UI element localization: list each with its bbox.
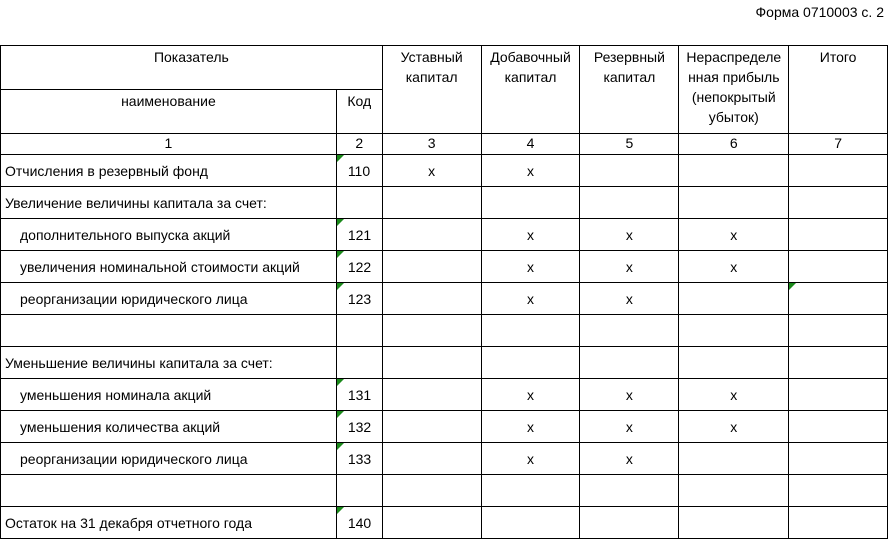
table-row — [1, 475, 888, 507]
row-charter-capital[interactable] — [382, 283, 481, 315]
row-reserve-capital[interactable]: x — [580, 219, 679, 251]
row-code[interactable]: 122 — [336, 251, 382, 283]
row-name: реорганизации юридического лица — [1, 283, 337, 315]
row-reserve-capital[interactable]: x — [580, 443, 679, 475]
row-additional-capital[interactable]: x — [481, 283, 580, 315]
row-retained-earnings[interactable]: x — [679, 411, 789, 443]
row-total[interactable] — [789, 315, 888, 347]
row-code[interactable]: 132 — [336, 411, 382, 443]
row-additional-capital[interactable]: x — [481, 251, 580, 283]
header-additional-capital-line2: капитал — [504, 69, 557, 85]
table-row — [1, 507, 888, 539]
row-code[interactable]: 131 — [336, 379, 382, 411]
row-code[interactable]: 121 — [336, 219, 382, 251]
row-charter-capital[interactable] — [382, 411, 481, 443]
row-retained-earnings[interactable]: x — [679, 251, 789, 283]
row-total[interactable] — [789, 251, 888, 283]
row-additional-capital[interactable] — [481, 475, 580, 507]
header-retained-earnings-line2: нная прибыль — [688, 69, 780, 85]
header-reserve-capital-line2: капитал — [603, 69, 656, 85]
row-retained-earnings[interactable] — [679, 187, 789, 219]
table-row — [1, 251, 888, 283]
header-additional-capital — [481, 46, 580, 134]
row-reserve-capital[interactable] — [580, 315, 679, 347]
table-row — [1, 347, 888, 379]
header-name: наименование — [1, 90, 337, 134]
row-total[interactable] — [789, 155, 888, 187]
row-name — [1, 475, 337, 507]
row-reserve-capital[interactable]: x — [580, 283, 679, 315]
capital-changes-table — [0, 45, 888, 539]
table-row — [1, 411, 888, 443]
form-code: Форма 0710003 с. 2 — [755, 4, 884, 20]
header-reserve-capital-line1: Резервный — [593, 49, 665, 65]
table-row — [1, 219, 888, 251]
row-name: Остаток на 31 декабря отчетного года — [1, 507, 337, 539]
row-name: Уменьшение величины капитала за счет: — [1, 347, 337, 379]
row-name: уменьшения номинала акций — [1, 379, 337, 411]
header-charter-capital — [382, 46, 481, 134]
header-charter-capital-line2: капитал — [405, 69, 458, 85]
header-indicator: Показатель — [1, 46, 383, 90]
row-retained-earnings[interactable] — [679, 155, 789, 187]
row-total[interactable] — [789, 443, 888, 475]
column-number-5: 5 — [580, 134, 679, 155]
row-reserve-capital[interactable] — [580, 507, 679, 539]
header-charter-capital-line1: Уставный — [400, 49, 463, 65]
row-code[interactable]: 140 — [336, 507, 382, 539]
header-reserve-capital — [580, 46, 679, 134]
row-total[interactable] — [789, 187, 888, 219]
row-name: дополнительного выпуска акций — [1, 219, 337, 251]
row-additional-capital[interactable]: x — [481, 155, 580, 187]
row-name — [1, 315, 337, 347]
header-additional-capital-line1: Добавочный — [490, 49, 571, 65]
table-row — [1, 443, 888, 475]
column-number-3: 3 — [382, 134, 481, 155]
row-name: Отчисления в резервный фонд — [1, 155, 337, 187]
row-reserve-capital[interactable]: x — [580, 379, 679, 411]
row-additional-capital[interactable] — [481, 315, 580, 347]
row-additional-capital[interactable]: x — [481, 379, 580, 411]
row-code[interactable] — [336, 347, 382, 379]
column-number-2: 2 — [336, 134, 382, 155]
row-charter-capital[interactable] — [382, 475, 481, 507]
row-charter-capital[interactable] — [382, 219, 481, 251]
row-charter-capital[interactable] — [382, 443, 481, 475]
row-additional-capital[interactable] — [481, 187, 580, 219]
row-reserve-capital[interactable] — [580, 347, 679, 379]
row-reserve-capital[interactable]: x — [580, 411, 679, 443]
row-retained-earnings[interactable] — [679, 283, 789, 315]
column-number-7: 7 — [789, 134, 888, 155]
row-code[interactable]: 123 — [336, 283, 382, 315]
row-charter-capital[interactable]: x — [382, 155, 481, 187]
row-total[interactable] — [789, 347, 888, 379]
row-additional-capital[interactable] — [481, 347, 580, 379]
row-reserve-capital[interactable] — [580, 475, 679, 507]
table-row — [1, 283, 888, 315]
row-reserve-capital[interactable] — [580, 187, 679, 219]
row-retained-earnings[interactable] — [679, 315, 789, 347]
row-reserve-capital[interactable]: x — [580, 251, 679, 283]
row-name: Увеличение величины капитала за счет: — [1, 187, 337, 219]
row-retained-earnings[interactable] — [679, 507, 789, 539]
column-number-1: 1 — [1, 134, 337, 155]
row-name: реорганизации юридического лица — [1, 443, 337, 475]
header-retained-earnings-line3: (непокрытый — [691, 89, 776, 105]
row-total[interactable] — [789, 219, 888, 251]
row-code[interactable]: 110 — [336, 155, 382, 187]
row-code[interactable]: 133 — [336, 443, 382, 475]
row-additional-capital[interactable]: x — [481, 443, 580, 475]
row-total[interactable] — [789, 411, 888, 443]
header-retained-earnings-line4: убыток) — [708, 109, 759, 125]
row-reserve-capital[interactable] — [580, 155, 679, 187]
row-charter-capital[interactable] — [382, 251, 481, 283]
row-retained-earnings[interactable]: x — [679, 379, 789, 411]
row-additional-capital[interactable]: x — [481, 411, 580, 443]
row-name: уменьшения количества акций — [1, 411, 337, 443]
row-charter-capital[interactable] — [382, 379, 481, 411]
table-row — [1, 155, 888, 187]
table-row — [1, 315, 888, 347]
header-retained-earnings — [679, 46, 789, 134]
row-charter-capital[interactable] — [382, 507, 481, 539]
row-total[interactable] — [789, 507, 888, 539]
row-total[interactable] — [789, 475, 888, 507]
row-charter-capital[interactable] — [382, 347, 481, 379]
header-code: Код — [336, 90, 382, 134]
row-charter-capital[interactable] — [382, 187, 481, 219]
column-number-6: 6 — [679, 134, 789, 155]
row-charter-capital[interactable] — [382, 315, 481, 347]
row-total[interactable] — [789, 283, 888, 315]
row-code[interactable] — [336, 315, 382, 347]
row-total[interactable] — [789, 379, 888, 411]
row-retained-earnings[interactable]: x — [679, 219, 789, 251]
row-additional-capital[interactable] — [481, 507, 580, 539]
row-retained-earnings[interactable] — [679, 443, 789, 475]
row-retained-earnings[interactable] — [679, 475, 789, 507]
row-retained-earnings[interactable] — [679, 347, 789, 379]
table-row — [1, 187, 888, 219]
header-total: Итого — [789, 46, 888, 134]
row-name: увеличения номинальной стоимости акций — [1, 251, 337, 283]
table-row — [1, 379, 888, 411]
column-number-4: 4 — [481, 134, 580, 155]
row-code[interactable] — [336, 475, 382, 507]
header-retained-earnings-line1: Нераспределе — [686, 49, 782, 65]
row-code[interactable] — [336, 187, 382, 219]
row-additional-capital[interactable]: x — [481, 219, 580, 251]
